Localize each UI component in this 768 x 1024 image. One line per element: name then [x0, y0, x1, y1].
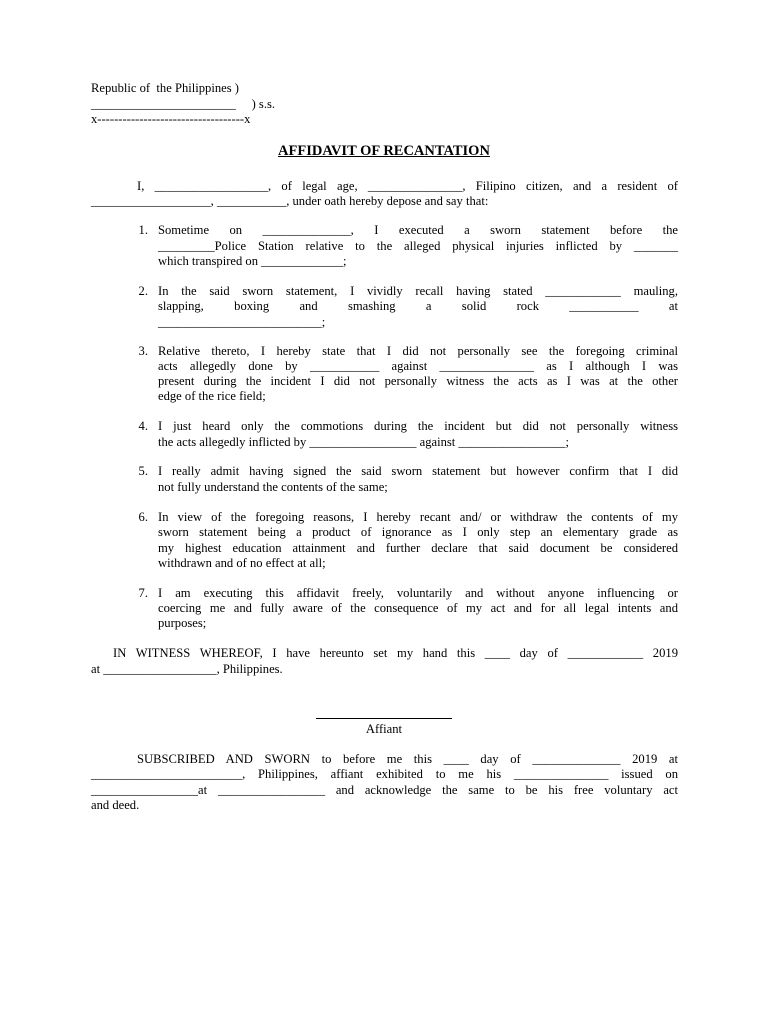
header-divider: x-----------------------------------x	[91, 112, 251, 126]
witness-line-1: IN WITNESS WHEREOF, I have hereunto set my hand this ____ day of ____________ 2019	[113, 646, 678, 660]
paragraph-5-line-2: not fully understand the contents of the same;	[158, 480, 388, 494]
paragraph-6-line-4: withdrawn and of no effect at all;	[158, 556, 326, 570]
intro-line-1: I, __________________, of legal age, _______________, Filipino citizen, and a resident of	[137, 179, 678, 193]
paragraph-number: 3.	[138, 344, 148, 358]
paragraph-number: 7.	[138, 586, 148, 600]
signature-line	[316, 718, 452, 719]
paragraph-1-line-1: Sometime on ______________, I executed a sworn statement before the	[158, 223, 678, 237]
paragraph-1-line-2: _________Police Station relative to the alleged physical injuries inflicted by _______	[158, 239, 678, 253]
paragraph-6-line-2: sworn statement being a product of ignorance as I only step an elementary grade as	[158, 525, 678, 539]
paragraph-number: 5.	[138, 464, 148, 478]
paragraph-4-line-1: I just heard only the commotions during the incident but did not personally witness	[158, 419, 678, 433]
paragraph-7-line-3: purposes;	[158, 616, 207, 630]
paragraph-3-line-1: Relative thereto, I hereby state that I did not personally see the foregoing criminal	[158, 344, 678, 358]
paragraph-1-line-3: which transpired on _____________;	[158, 254, 347, 268]
paragraph-5-line-1: I really admit having signed the said sworn statement but however confirm that I did	[158, 464, 678, 478]
paragraph-2-line-1: In the said sworn statement, I vividly recall having stated ____________ mauling,	[158, 284, 678, 298]
paragraph-2-line-2: slapping, boxing and smashing a solid rock ___________ at	[158, 299, 678, 313]
paragraph-7-line-2: coercing me and fully aware of the consequence of my act and for all legal intents and	[158, 601, 678, 615]
header-venue: _______________________ ) s.s.	[91, 97, 276, 111]
subscribed-line-1: SUBSCRIBED AND SWORN to before me this ____ day of ______________ 2019 at	[137, 752, 678, 766]
paragraph-number: 4.	[138, 419, 148, 433]
paragraph-number: 6.	[138, 510, 148, 524]
header-republic: Republic of the Philippines )	[91, 81, 239, 95]
subscribed-line-3: _________________at _________________ and acknowledge the same to be his free voluntary act	[91, 783, 678, 797]
intro-line-2: ___________________, ___________, under oath hereby depose and say that:	[91, 194, 489, 208]
affiant-label: Affiant	[365, 722, 403, 736]
paragraph-3-line-4: edge of the rice field;	[158, 389, 266, 403]
paragraph-6-line-3: my highest education attainment and further declare that said document be considered	[158, 541, 678, 555]
paragraph-7-line-1: I am executing this affidavit freely, voluntarily and without anyone influencing or	[158, 586, 678, 600]
paragraph-6-line-1: In view of the foregoing reasons, I hereby recant and/ or withdraw the contents of my	[158, 510, 678, 524]
paragraph-2-line-3: __________________________;	[158, 315, 326, 329]
document-title: AFFIDAVIT OF RECANTATION	[278, 143, 490, 159]
paragraph-number: 2.	[138, 284, 148, 298]
paragraph-3-line-3: present during the incident I did not personally witness the acts as I was at the other	[158, 374, 678, 388]
paragraph-4-line-2: the acts allegedly inflicted by _________________ against _________________;	[158, 435, 569, 449]
witness-line-2: at __________________, Philippines.	[91, 662, 283, 676]
paragraph-3-line-2: acts allegedly done by ___________ against _______________ as I although I was	[158, 359, 678, 373]
subscribed-line-2: ________________________, Philippines, affiant exhibited to me his _______________ issued on	[91, 767, 678, 781]
subscribed-line-4: and deed.	[91, 798, 140, 812]
paragraph-number: 1.	[138, 223, 148, 237]
